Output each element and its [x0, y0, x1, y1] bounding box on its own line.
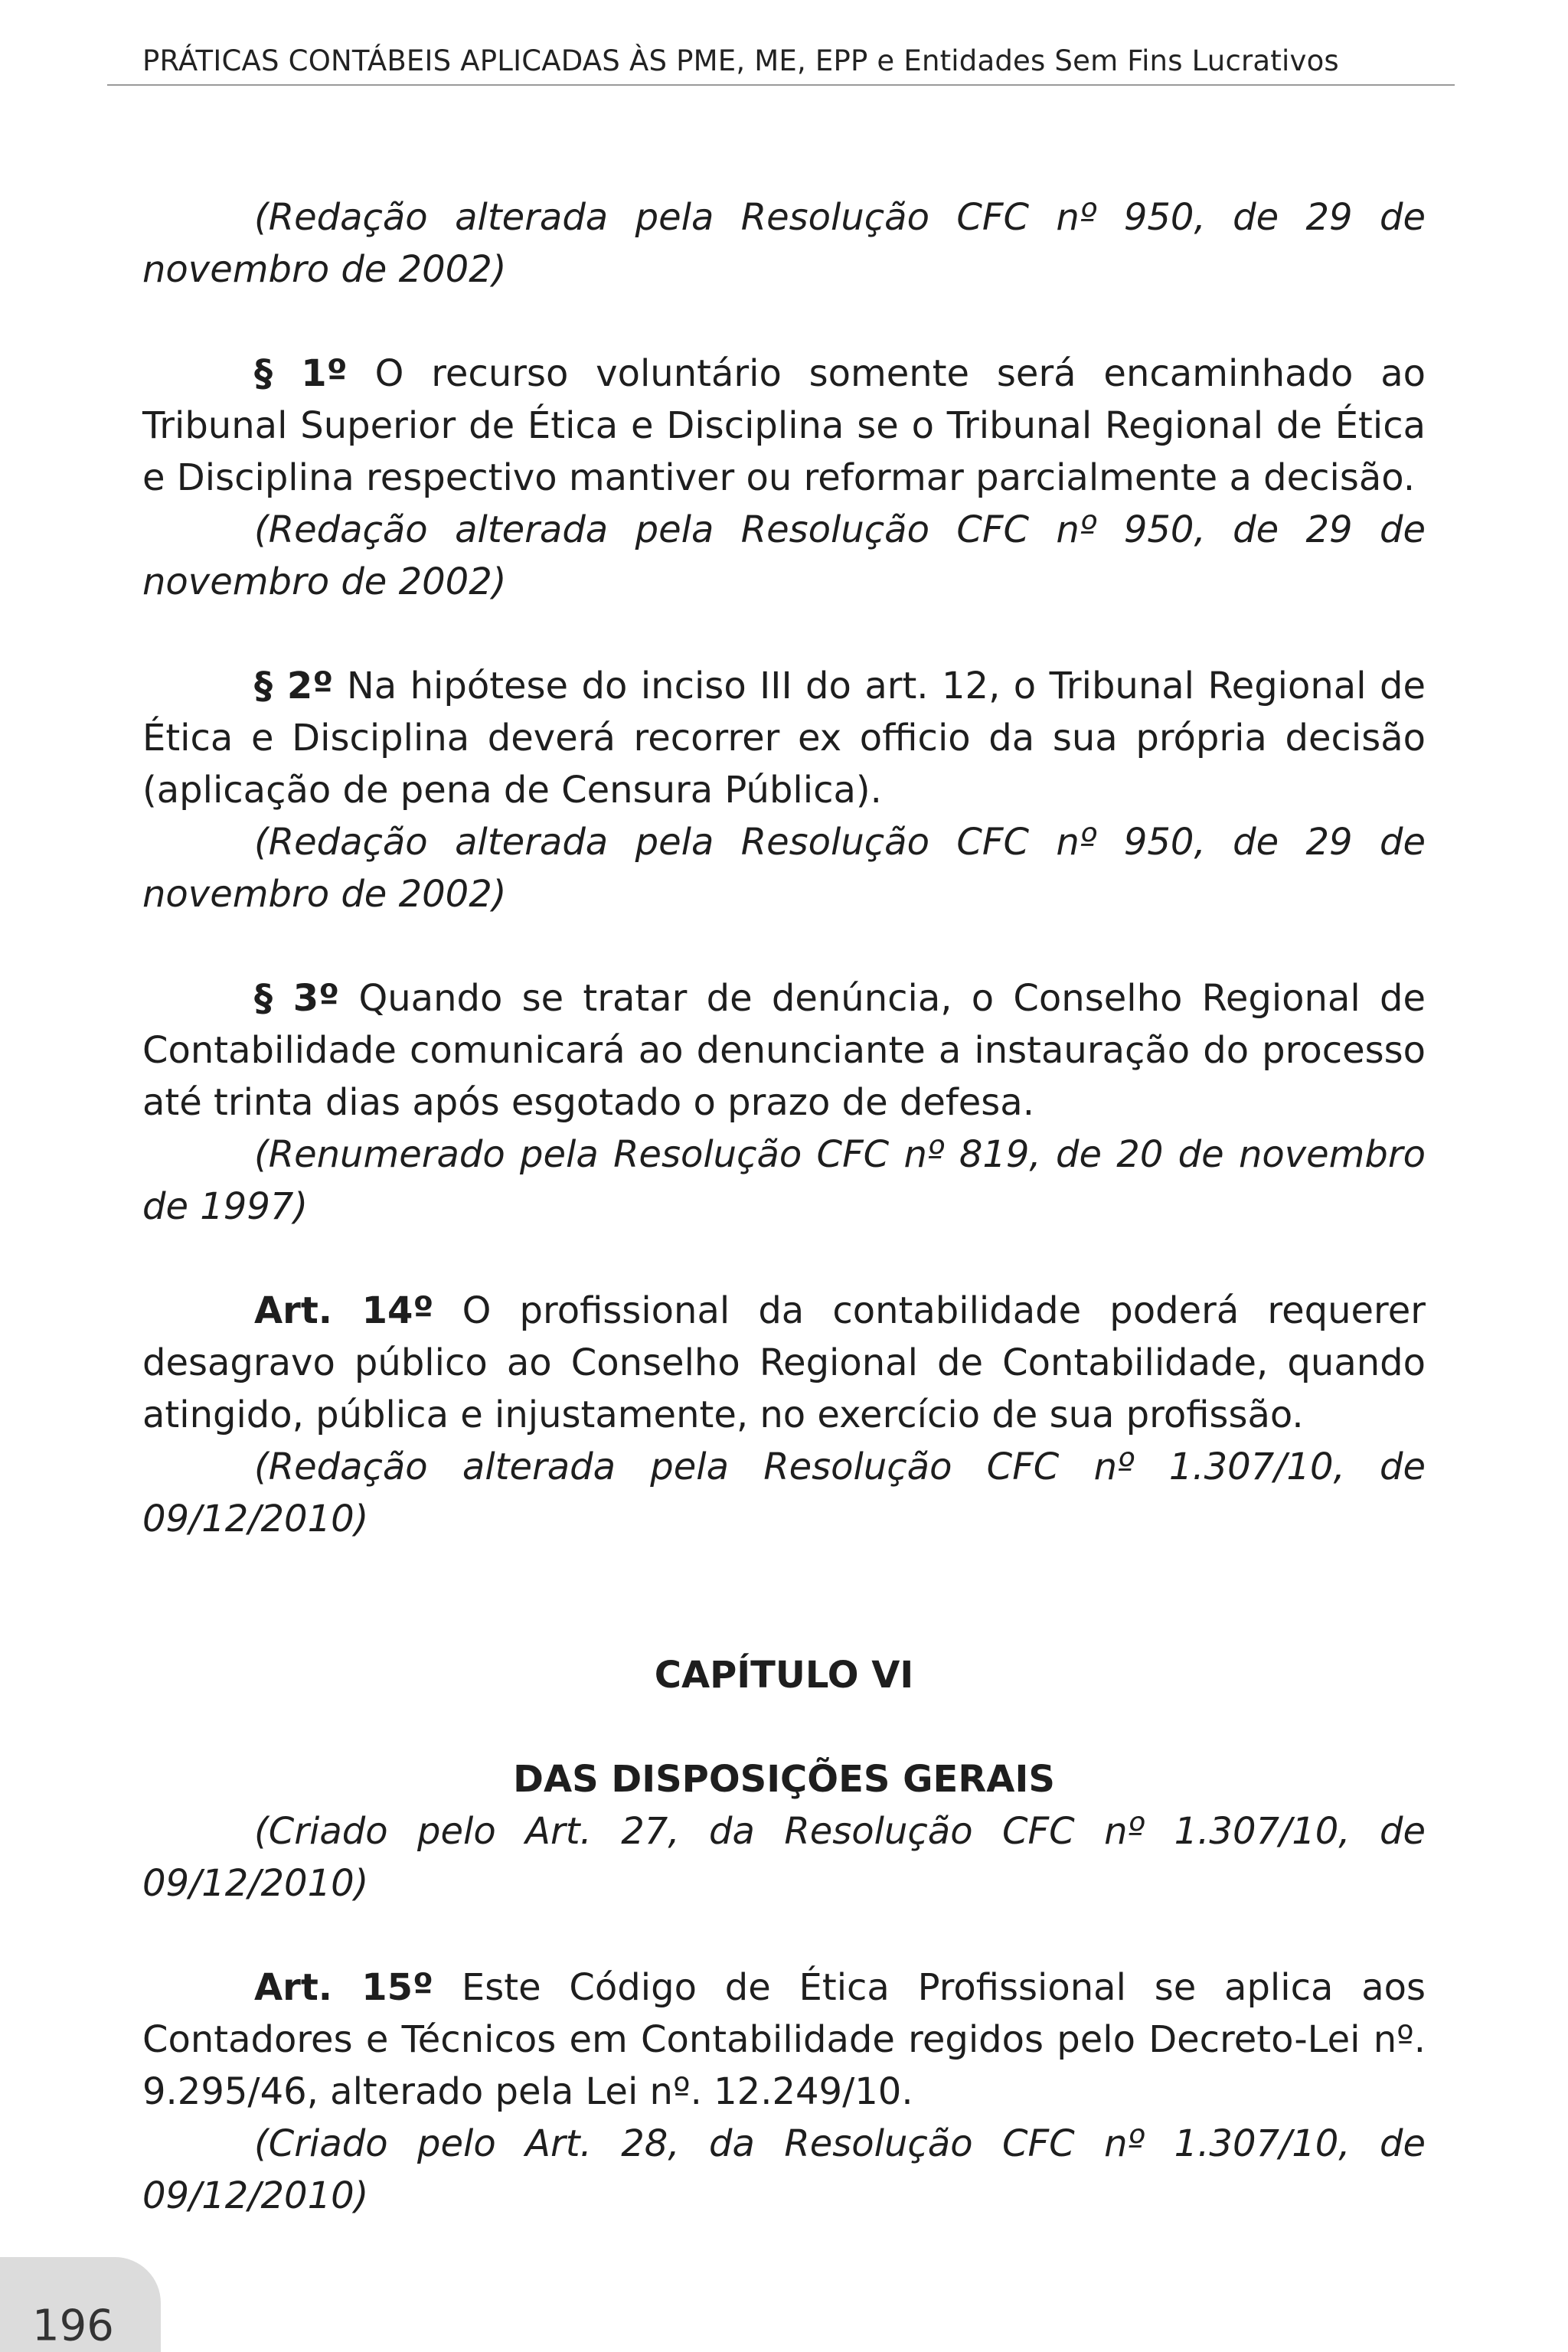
- running-header: PRÁTICAS CONTÁBEIS APLICADAS ÀS PME, ME, EPP e Entidades Sem Fins Lucrativos: [142, 44, 1339, 77]
- amendment-note: (Renumerado pela Resolução CFC nº 819, de 20 de novembro de 1997): [142, 1133, 1426, 1228]
- amendment-note: (Redação alterada pela Resolução CFC nº 1.307/10, de 09/12/2010): [142, 1446, 1426, 1540]
- article-14: [142, 1285, 1426, 1441]
- paragraph-1: [142, 348, 1426, 504]
- paragraph-label: § 2º: [254, 665, 334, 707]
- amendment-note: (Redação alterada pela Resolução CFC nº 950, de 29 de novembro de 2002): [142, 821, 1426, 916]
- chapter-title: CAPÍTULO VI: [654, 1654, 914, 1697]
- paragraph-label: § 1º: [254, 352, 348, 395]
- header-rule: [107, 84, 1455, 86]
- article-15: [142, 1962, 1426, 2118]
- paragraph-text: Na hipótese do inciso III do art. 12, o Tribunal Regional de Ética e Disciplina deverá recorrer ex officio da sua própria decisão (aplicação de pena de Censura Pública).: [142, 665, 1426, 812]
- article-text: Este Código de Ética Profissional se aplica aos Contadores e Técnicos em Contabilidade regidos pelo Decreto-Lei nº. 9.295/46, alterado pela Lei nº. 12.249/10.: [142, 1966, 1426, 2113]
- page-body: [142, 191, 1426, 2222]
- paragraph-text: Quando se tratar de denúncia, o Conselho Regional de Contabilidade comunicará ao denunciante a instauração do processo até trinta dias após esgotado o prazo de defesa.: [142, 977, 1426, 1124]
- paragraph-2: [142, 660, 1426, 816]
- article-text: O profissional da contabilidade poderá requerer desagravo público ao Conselho Regional de Contabilidade, quando atingido, pública e injustamente, no exercício de sua profissão.: [142, 1289, 1426, 1436]
- amendment-note: (Criado pelo Art. 28, da Resolução CFC nº 1.307/10, de 09/12/2010): [142, 2122, 1426, 2217]
- amendment-note: (Redação alterada pela Resolução CFC nº 950, de 29 de novembro de 2002): [142, 196, 1426, 291]
- article-label: Art. 15º: [254, 1966, 434, 2009]
- page-number: 196: [32, 2301, 114, 2351]
- paragraph-label: § 3º: [254, 977, 340, 1020]
- article-label: Art. 14º: [254, 1289, 434, 1332]
- paragraph-3: [142, 972, 1426, 1129]
- amendment-note: (Redação alterada pela Resolução CFC nº 950, de 29 de novembro de 2002): [142, 508, 1426, 603]
- chapter-subtitle: DAS DISPOSIÇÕES GERAIS: [513, 1758, 1055, 1801]
- paragraph-text: O recurso voluntário somente será encaminhado ao Tribunal Superior de Ética e Disciplina se o Tribunal Regional de Ética e Disciplina respectivo mantiver ou reformar parcialmente a decisão.: [142, 352, 1426, 499]
- amendment-note: (Criado pelo Art. 27, da Resolução CFC nº 1.307/10, de 09/12/2010): [142, 1810, 1426, 1905]
